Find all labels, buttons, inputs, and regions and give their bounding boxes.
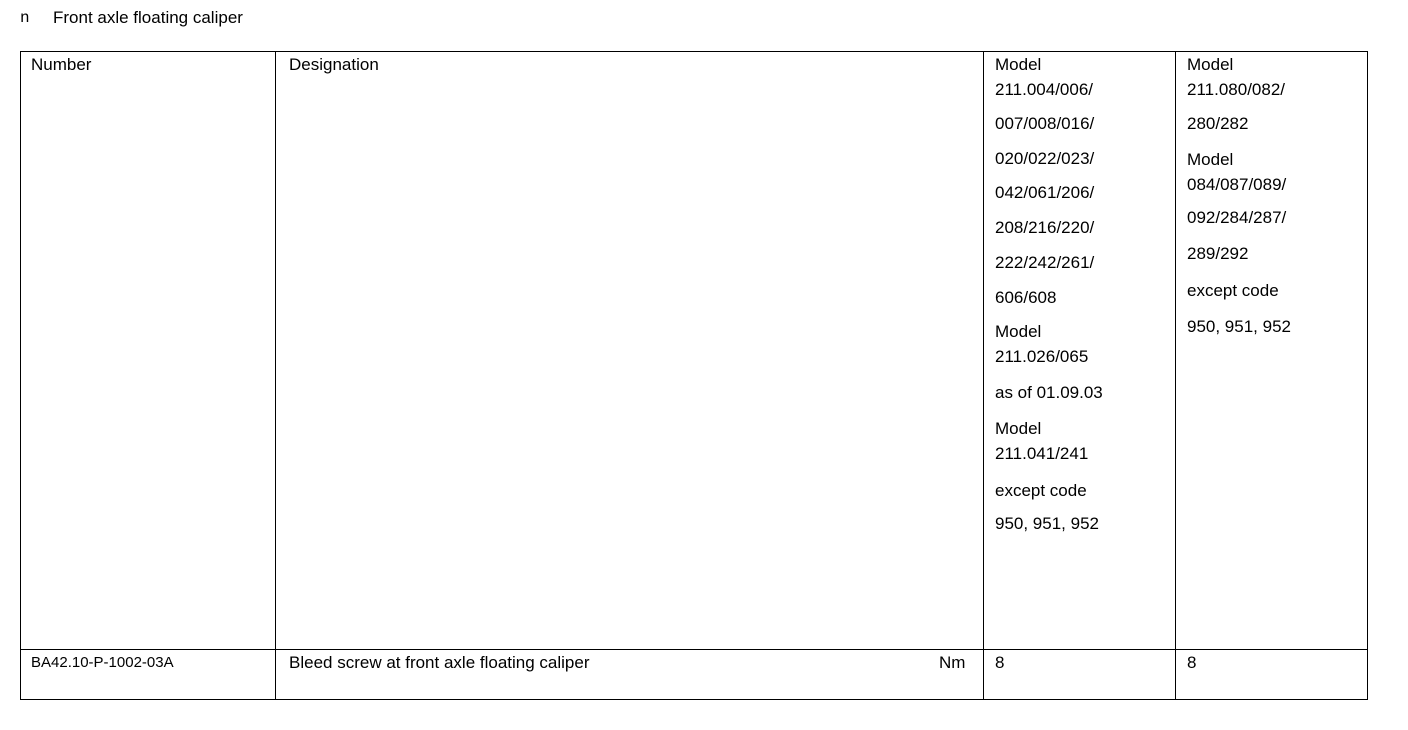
- header-col3-line: Model: [995, 55, 1042, 74]
- header-col4-line: 211.080/082/: [1187, 80, 1285, 99]
- column-divider: [275, 52, 276, 699]
- row-unit: Nm: [939, 653, 966, 672]
- header-col3-line: 007/008/016/: [995, 114, 1095, 133]
- header-col4-line: 950, 951, 952: [1187, 317, 1291, 336]
- header-col3-line: except code: [995, 481, 1087, 500]
- header-col3-line: 042/061/206/: [995, 183, 1095, 202]
- column-divider: [1175, 52, 1176, 699]
- section-heading: [20, 6, 243, 30]
- header-col3-line: 211.004/006/: [995, 80, 1093, 99]
- row-divider: [21, 649, 1367, 650]
- torque-table: [20, 51, 1368, 700]
- header-col4-line: 084/087/089/: [1187, 175, 1287, 194]
- header-col4-line: except code: [1187, 281, 1279, 300]
- header-col3-line: 950, 951, 952: [995, 514, 1099, 533]
- bullet-icon: n: [20, 9, 30, 27]
- row-number: BA42.10-P-1002-03A: [31, 654, 174, 671]
- header-col3-line: 208/216/220/: [995, 218, 1095, 237]
- row-value-col3: 8: [995, 653, 1005, 672]
- header-col4-line: Model: [1187, 150, 1234, 169]
- row-value-col4: 8: [1187, 653, 1197, 672]
- header-col4-line: 092/284/287/: [1187, 208, 1287, 227]
- header-col3-line: Model: [995, 322, 1042, 341]
- header-col3-line: as of 01.09.03: [995, 383, 1103, 402]
- header-col3-line: 211.041/241: [995, 444, 1089, 463]
- column-divider: [983, 52, 984, 699]
- header-col3-line: 020/022/023/: [995, 149, 1095, 168]
- header-col3-line: 606/608: [995, 288, 1057, 307]
- header-col3-line: 211.026/065: [995, 347, 1089, 366]
- header-col3-line: Model: [995, 419, 1042, 438]
- header-col4-line: 289/292: [1187, 244, 1249, 263]
- header-col3-line: 222/242/261/: [995, 253, 1095, 272]
- header-col4-line: Model: [1187, 55, 1234, 74]
- row-designation: Bleed screw at front axle floating caliper: [289, 653, 590, 672]
- header-number: Number: [31, 55, 92, 74]
- header-designation: Designation: [289, 55, 379, 74]
- header-col4-line: 280/282: [1187, 114, 1249, 133]
- section-title: Front axle floating caliper: [53, 8, 243, 27]
